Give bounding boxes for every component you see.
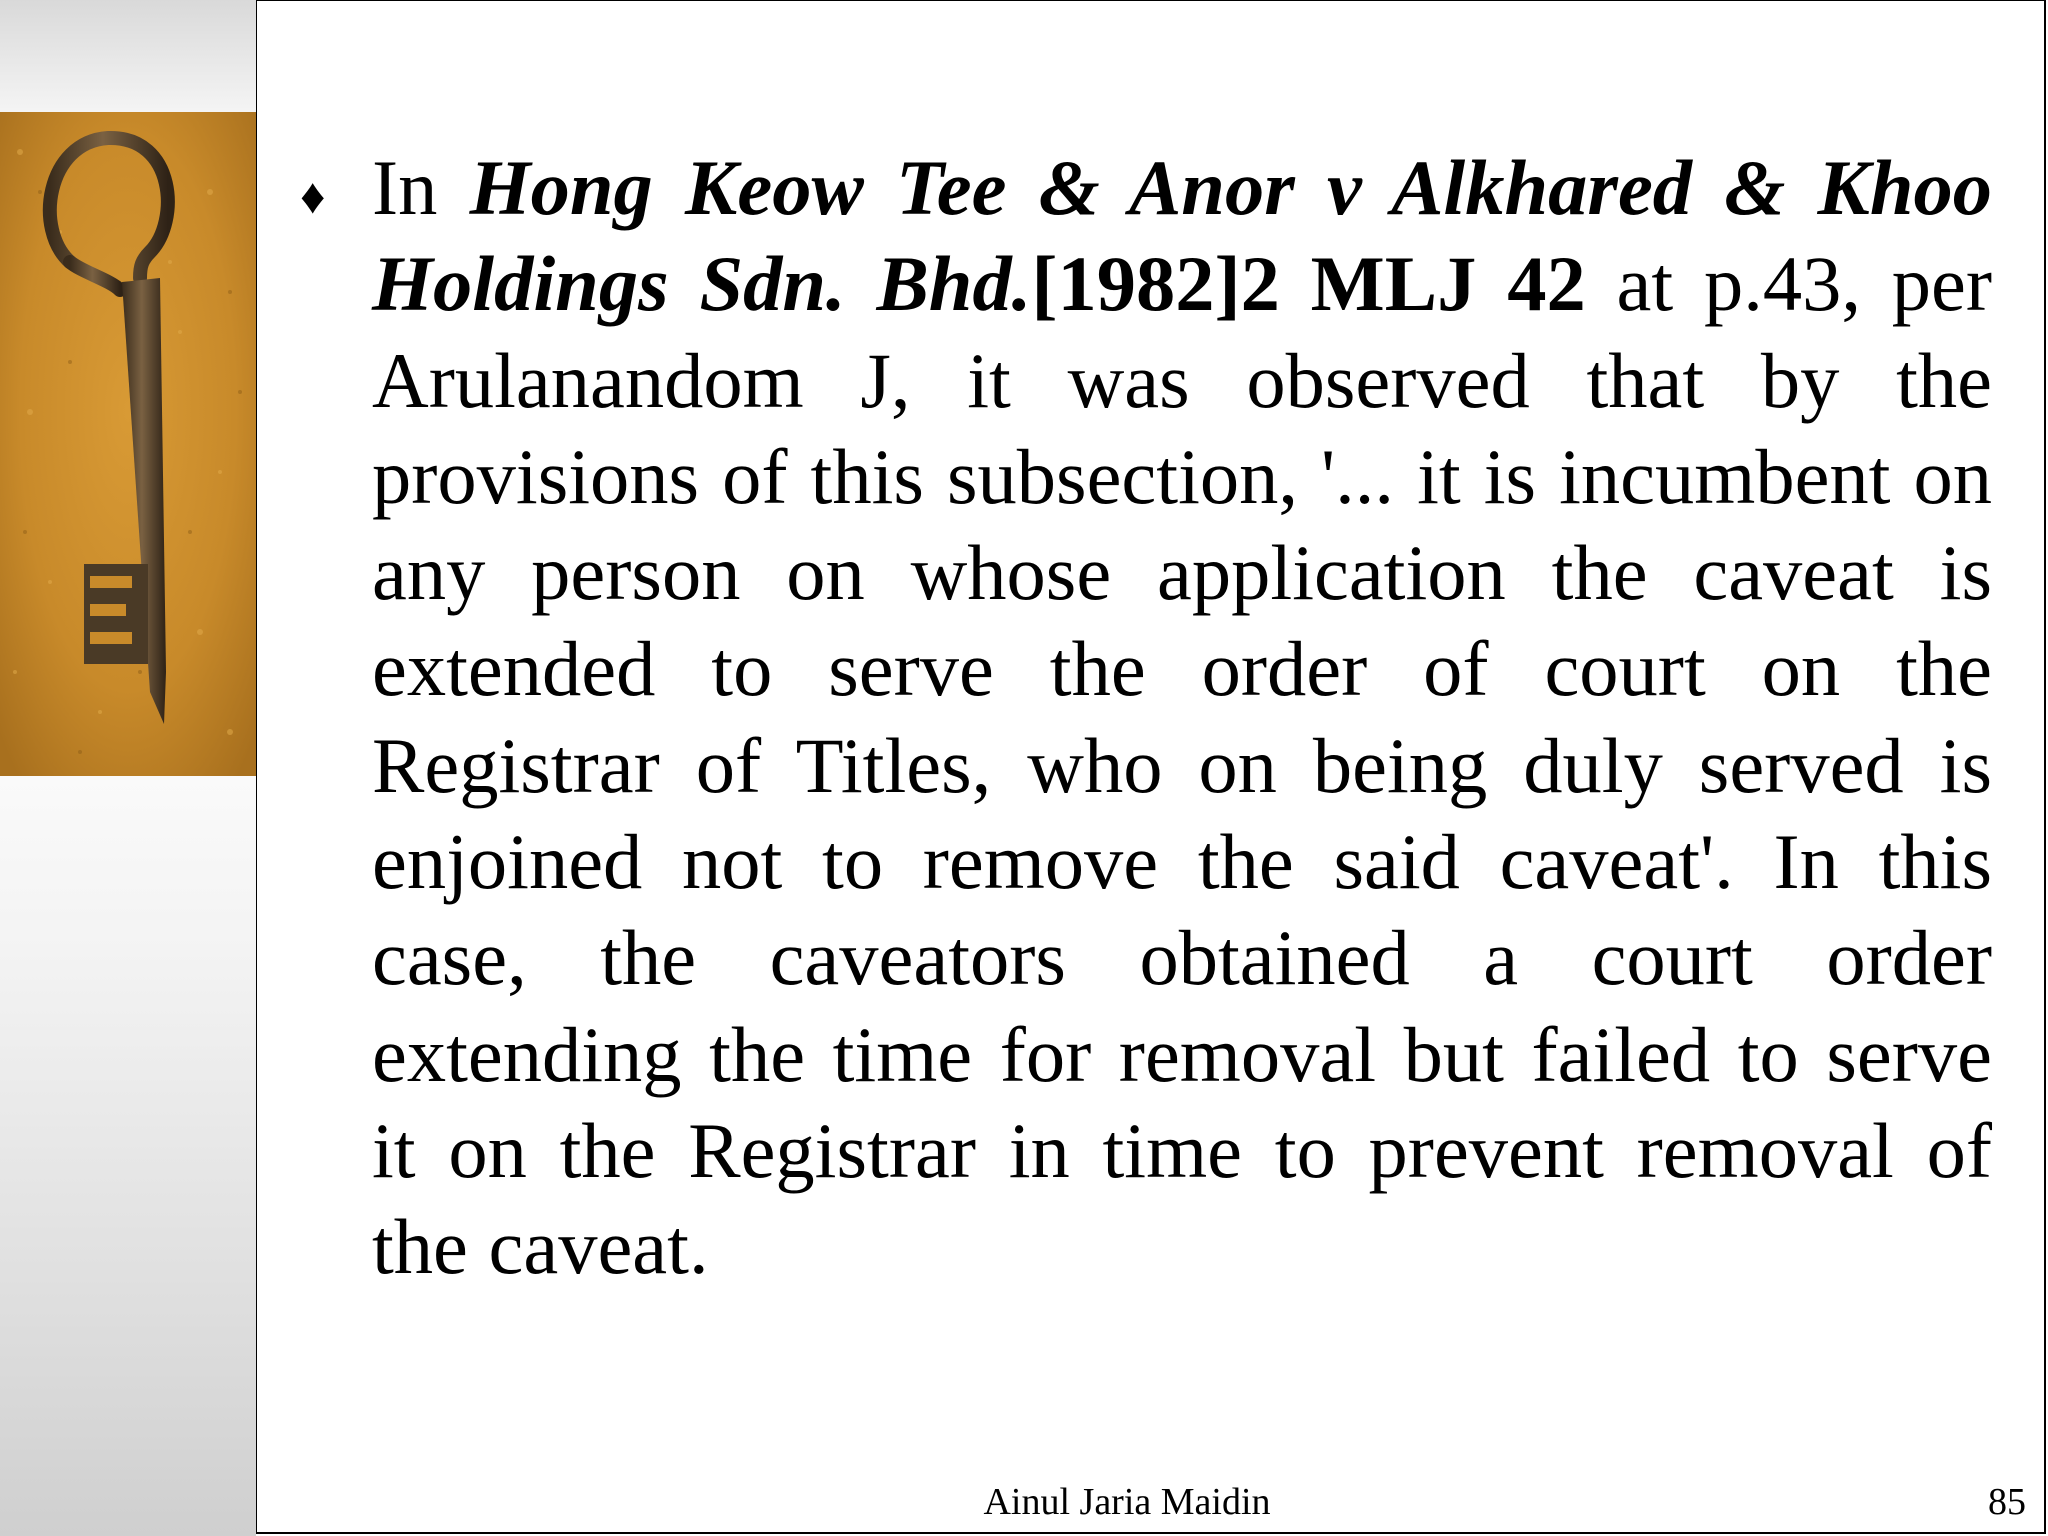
slide-body-paragraph	[372, 140, 1992, 1296]
page-number: 85	[1988, 1481, 2026, 1523]
paragraph-rest: at p.43, per Arulanandom J, it was observed that by the provisions of this subsection, '... it is incumbent on any person on whose application the caveat is extended to serve the order of court on the Registrar of Titles, who on being duly served is enjoined not to remove the said caveat'. In this case, the caveators obtained a court order extending the time for removal but failed to serve it on the Registrar in time to prevent removal of the caveat.	[372, 240, 1993, 1291]
bullet-diamond-icon: ♦	[300, 168, 326, 224]
footer-author-container	[0, 1480, 2048, 1524]
paragraph-lead: In	[372, 144, 470, 231]
case-name: Hong Keow Tee & Anor v Alkhared & Khoo Holdings Sdn. Bhd.	[372, 144, 1992, 328]
footer-author: Ainul Jaria Maidin	[983, 1481, 1271, 1523]
old-key-icon	[0, 112, 256, 776]
case-citation: [1982]2 MLJ 42	[1031, 240, 1586, 328]
